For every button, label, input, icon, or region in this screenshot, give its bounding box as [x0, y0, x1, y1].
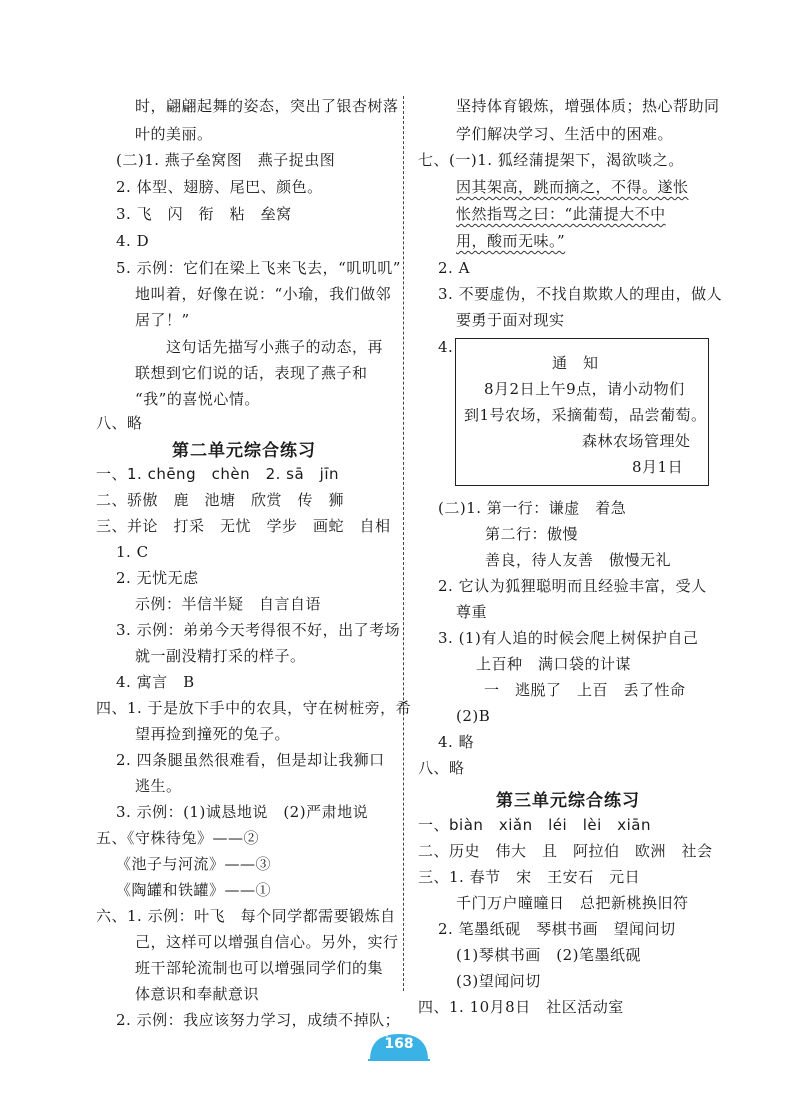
notice-body: 到1号农场，采摘葡萄，品尝葡萄。	[464, 406, 707, 424]
notice-body: 8月2日上午9点，请小动物们	[484, 380, 685, 398]
answer-line: 善良，待人友善 傲慢无礼	[485, 551, 672, 569]
notice-title: 通 知	[552, 354, 599, 372]
answer-line: 2. 四条腿虽然很难看，但是却让我狮口	[116, 751, 385, 769]
answer-line: 二、历史 伟大 且 阿拉伯 欧洲 社会	[418, 842, 713, 860]
answer-line: 4.	[438, 338, 454, 356]
answer-line: 逃生。	[135, 777, 182, 795]
answer-line: 3. 示例：弟弟今天考得很不好，出了考场	[116, 621, 401, 639]
answer-line: 五、《守株待兔》——②	[96, 829, 260, 847]
notice-signer: 森林农场管理处	[582, 432, 691, 450]
answer-line: 怅然指骂之曰：“此蒲提大不中	[456, 205, 666, 223]
answer-line: 这句话先描写小燕子的动态，再	[135, 338, 384, 356]
answer-line: 1. C	[116, 543, 149, 561]
unit-2-title: 第二单元综合练习	[172, 441, 316, 461]
answer-line: 千门万户曈曈日 总把新桃换旧符	[456, 894, 689, 912]
answer-line: 就一副没精打采的样子。	[135, 647, 306, 665]
answer-line: (2)B	[456, 707, 491, 725]
notice-box	[455, 338, 709, 486]
answer-line: 地叫着，好像在说：“小瑜，我们做邻	[135, 285, 392, 303]
answer-line: 望再捡到撞死的兔子。	[135, 725, 291, 743]
answer-line: 3. 不要虚伪，不找自欺欺人的理由，做人	[438, 285, 723, 303]
answer-line: 2. 体型、翅膀、尾巴、颜色。	[116, 178, 323, 196]
answer-line: 2. 它认为狐狸聪明而且经验丰富，受人	[438, 577, 707, 595]
answer-line: 3. (1)有人追的时候会爬上树保护自己	[438, 629, 699, 647]
answer-line: 用，酸而无味。”	[456, 232, 566, 250]
page-number-badge	[368, 1030, 430, 1064]
unit-3-title: 第三单元综合练习	[496, 791, 640, 811]
answer-line: 二、骄傲 鹿 池塘 欣赏 传 狮	[96, 491, 345, 509]
answer-line: (二)1. 燕子垒窝图 燕子捉虫图	[116, 151, 336, 169]
answer-line: 一、1. chēng chèn 2. sā jīn	[96, 465, 340, 483]
answer-line: (1)琴棋书画 (2)笔墨纸砚	[456, 946, 641, 964]
answer-line: 八、略	[418, 759, 465, 777]
answer-line: 三、1. 春节 宋 王安石 元日	[418, 868, 641, 886]
answer-line: 联想到它们说的话，表现了燕子和	[135, 364, 368, 382]
answer-line: 3. 飞 闪 衔 粘 垒窝	[116, 205, 292, 223]
answer-line: 2. 笔墨纸砚 琴棋书画 望闻问切	[438, 920, 676, 938]
answer-line: 一 逃脱了 上百 丢了性命	[484, 681, 686, 699]
answer-line: 己，这样可以增强自信心。另外，实行	[135, 933, 399, 951]
answer-line: 2. 无忧无虑	[116, 569, 199, 587]
answer-line: 示例：半信半疑 自言自语	[135, 595, 322, 613]
answer-line: 八、略	[96, 414, 143, 432]
answer-line: 三、并论 打采 无忧 学步 画蛇 自相	[96, 517, 391, 535]
answer-line: 第二行：傲慢	[485, 525, 579, 543]
answer-line: 《陶罐和铁罐》——①	[116, 881, 272, 899]
column-divider	[403, 96, 404, 991]
notice-date: 8月1日	[632, 458, 684, 476]
answer-line: 体意识和奉献意识	[135, 985, 260, 1003]
answer-line: 要勇于面对现实	[456, 311, 565, 329]
answer-line: (3)望闻问切	[456, 972, 541, 990]
answer-line: 4. 寓言 B	[116, 673, 195, 691]
answer-line: 居了！”	[135, 311, 190, 329]
page-number: 168	[384, 1036, 414, 1052]
answer-line: 四、1. 10月8日 社区活动室	[418, 998, 624, 1016]
answer-line: 叶的美丽。	[135, 125, 213, 143]
answer-line: 因其架高，跳而摘之，不得。遂怅	[456, 178, 689, 196]
answer-line: 四、1. 于是放下手中的农具，守在树桩旁，希	[96, 699, 412, 717]
answer-line: (二)1. 第一行：谦虚 着急	[438, 499, 627, 517]
answer-line: 4. 略	[438, 733, 475, 751]
answer-line: 一、biàn xiǎn léi lèi xiān	[418, 816, 652, 834]
answer-line: 学们解决学习、生活中的困难。	[456, 125, 674, 143]
answer-line: 2. 示例：我应该努力学习，成绩不掉队；	[116, 1011, 401, 1029]
answer-line: “我”的喜悦心情。	[135, 390, 260, 408]
answer-line: 4. D	[116, 232, 150, 250]
answer-line: 坚持体育锻炼，增强体质；热心帮助同	[456, 97, 720, 115]
answer-line: 六、1. 示例：叶飞 每个同学都需要锻炼自	[96, 907, 396, 925]
answer-line: 七、(一)1. 狐经蒲提架下，渴欲啖之。	[418, 151, 684, 169]
answer-line: 班干部轮流制也可以增强同学们的集	[135, 959, 384, 977]
answer-line: 上百种 满口袋的计谋	[476, 655, 632, 673]
answer-line: 2. A	[438, 259, 470, 277]
answer-line: 尊重	[456, 603, 488, 621]
answer-line: 3. 示例：(1)诚恳地说 (2)严肃地说	[116, 803, 369, 821]
answer-line: 《池子与河流》——③	[116, 855, 272, 873]
answer-line: 5. 示例：它们在梁上飞来飞去，“叽叽叽”	[116, 259, 401, 277]
answer-line: 时，翩翩起舞的姿态，突出了银杏树落	[135, 97, 399, 115]
